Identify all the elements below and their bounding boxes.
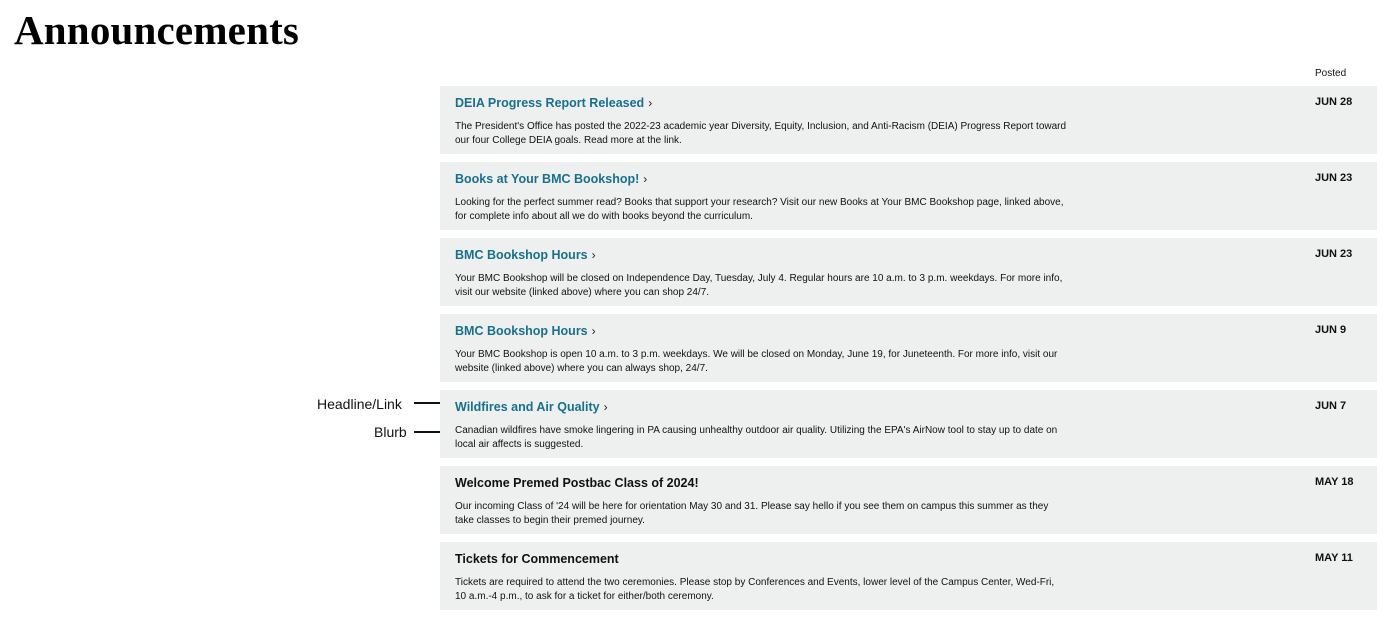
announcement-posted-date: JUN 28	[1315, 96, 1353, 108]
annotation-blurb-label: Blurb	[374, 424, 407, 440]
announcement-card	[440, 162, 1377, 230]
annotation-headline-link-label: Headline/Link	[317, 396, 402, 412]
announcement-headline-text: DEIA Progress Report Released	[455, 96, 645, 110]
page-title: Announcements	[14, 7, 300, 53]
chevron-right-icon: ›	[591, 324, 596, 338]
announcement-card	[440, 542, 1377, 610]
announcement-headline	[455, 551, 619, 567]
announcement-blurb: Canadian wildfires have smoke lingering in PA causing unhealthy outdoor air quality. Utilizing the EPA's AirNow tool to stay up to date on local air affects is suggested.	[455, 425, 1058, 450]
announcement-headline-link[interactable]	[455, 323, 596, 339]
announcement-blurb: Tickets are required to attend the two ceremonies. Please stop by Conferences and Events, lower level of the Campus Center, Wed-Fri, 10 a.m.-4 p.m., to ask for a ticket for either/both ceremony.	[455, 577, 1055, 602]
announcement-headline-text: Tickets for Commencement	[455, 552, 619, 566]
annotation-blurb	[374, 424, 407, 440]
announcement-posted-date: JUN 9	[1315, 324, 1347, 336]
announcement-headline-link[interactable]	[455, 171, 647, 187]
announcement-posted-date: MAY 11	[1315, 552, 1353, 564]
announcement-blurb: Your BMC Bookshop will be closed on Independence Day, Tuesday, July 4. Regular hours are 10 a.m. to 3 p.m. weekdays. For more info, visit our website (linked above) where you can shop 24/7.	[455, 273, 1063, 298]
announcement-headline-link[interactable]	[455, 95, 652, 111]
announcement-headline	[455, 475, 699, 491]
announcement-blurb: Our incoming Class of '24 will be here for orientation May 30 and 31. Please say hello if you see them on campus this summer as they take classes to begin their premed journey.	[455, 501, 1049, 526]
announcement-headline-text: BMC Bookshop Hours	[455, 324, 588, 338]
announcement-blurb: Your BMC Bookshop is open 10 a.m. to 3 p.m. weekdays. We will be closed on Monday, June 19, for Juneteenth. For more info, visit our website (linked above) where you can always shop, 24/7.	[455, 349, 1058, 374]
announcement-card	[440, 238, 1377, 306]
posted-column-header: Posted	[1315, 68, 1347, 79]
announcement-posted-date: MAY 18	[1315, 476, 1354, 488]
announcement-blurb: Looking for the perfect summer read? Books that support your research? Visit our new Books at Your BMC Bookshop page, linked above, for complete info about all we do with books beyond the curriculum.	[455, 197, 1064, 222]
chevron-right-icon: ›	[648, 96, 653, 110]
announcement-posted-date: JUN 23	[1315, 248, 1353, 260]
announcement-headline-text: Books at Your BMC Bookshop!	[455, 172, 640, 186]
announcement-headline-link[interactable]	[455, 399, 608, 415]
announcement-card	[440, 466, 1377, 534]
announcement-card	[440, 86, 1377, 154]
announcement-card	[440, 390, 1377, 458]
announcement-headline-text: Wildfires and Air Quality	[455, 400, 600, 414]
announcement-headline-text: Welcome Premed Postbac Class of 2024!	[455, 476, 699, 490]
announcement-headline-link[interactable]	[455, 247, 596, 263]
announcement-posted-date: JUN 7	[1315, 400, 1347, 412]
announcement-card	[440, 314, 1377, 382]
announcement-headline-text: BMC Bookshop Hours	[455, 248, 588, 262]
announcement-posted-date: JUN 23	[1315, 172, 1353, 184]
chevron-right-icon: ›	[591, 248, 596, 262]
announcement-blurb: The President's Office has posted the 2022-23 academic year Diversity, Equity, Inclusion, and Anti-Racism (DEIA) Progress Report toward our four College DEIA goals. Read more at the link.	[455, 121, 1067, 146]
chevron-right-icon: ›	[603, 400, 608, 414]
announcements-list	[440, 86, 1377, 618]
annotation-headline-link	[317, 396, 402, 412]
chevron-right-icon: ›	[643, 172, 648, 186]
